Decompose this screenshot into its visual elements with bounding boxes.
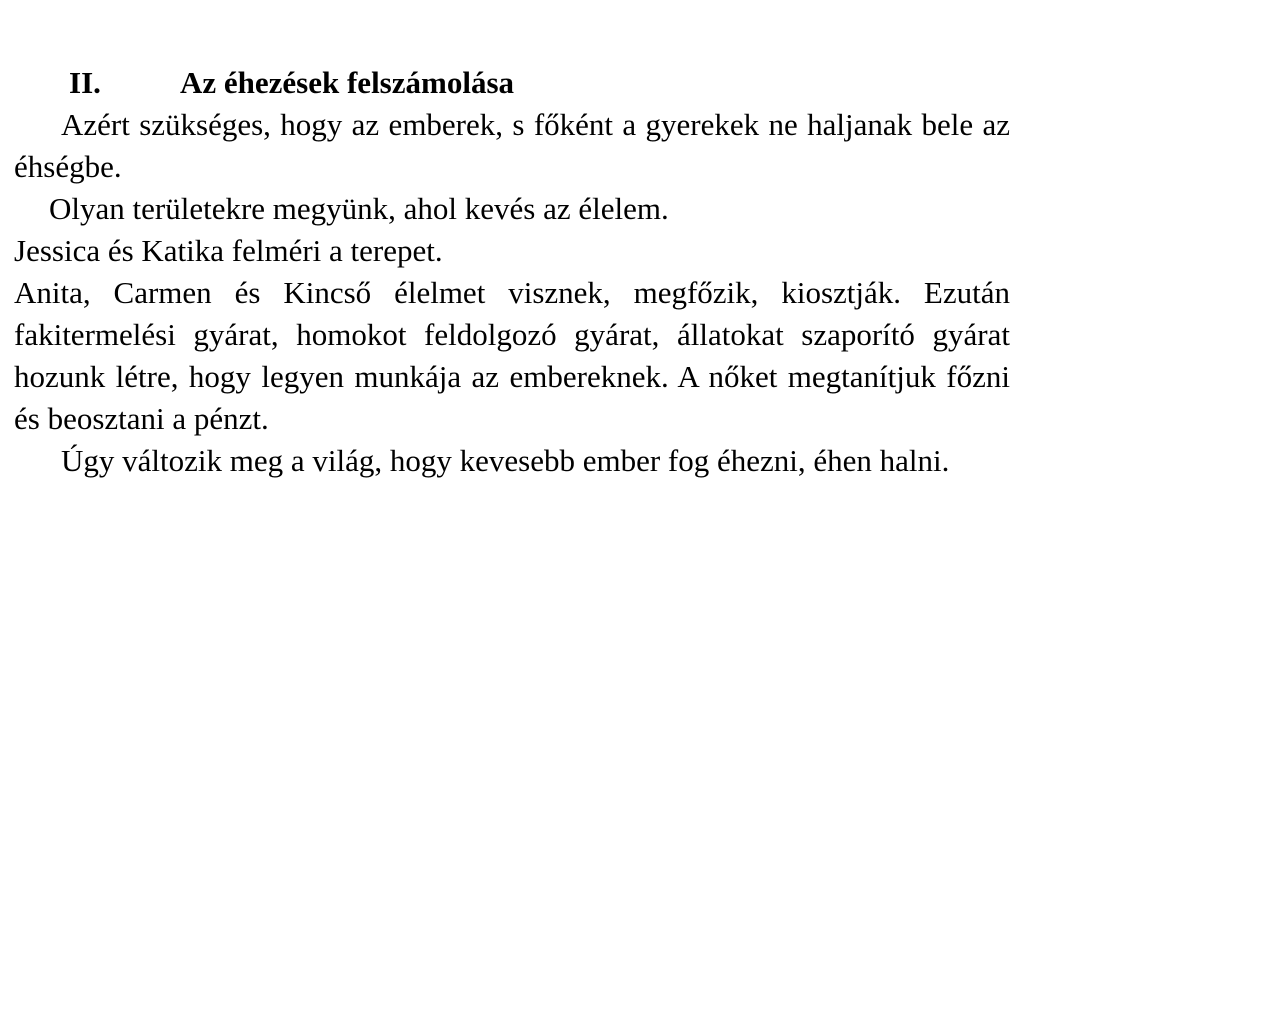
paragraph-actions: Anita, Carmen és Kincső élelmet visznek, megfőzik, kiosztják. Ezután fakitermelési gyárat, homokot feldolgozó gyárat, állatokat szaporító gyárat hozunk létre, hogy legyen munkája az embereknek. A nőket megtanítjuk főzni és beosztani a pénzt. (14, 275, 1010, 436)
paragraph-survey: Jessica és Katika felméri a terepet. (14, 233, 443, 268)
paragraph-purpose: Azért szükséges, hogy az emberek, s főként a gyerekek ne haljanak bele az éhségbe. (14, 107, 1010, 184)
section-title: Az éhezések felszámolása (180, 65, 515, 100)
paragraph-outcome: Úgy változik meg a világ, hogy kevesebb ember fog éhezni, éhen halni. (61, 443, 950, 478)
document-body (14, 62, 1010, 482)
paragraph-destination: Olyan területekre megyünk, ahol kevés az élelem. (49, 191, 669, 226)
section-heading (14, 62, 1010, 104)
section-number: II. (69, 65, 101, 100)
